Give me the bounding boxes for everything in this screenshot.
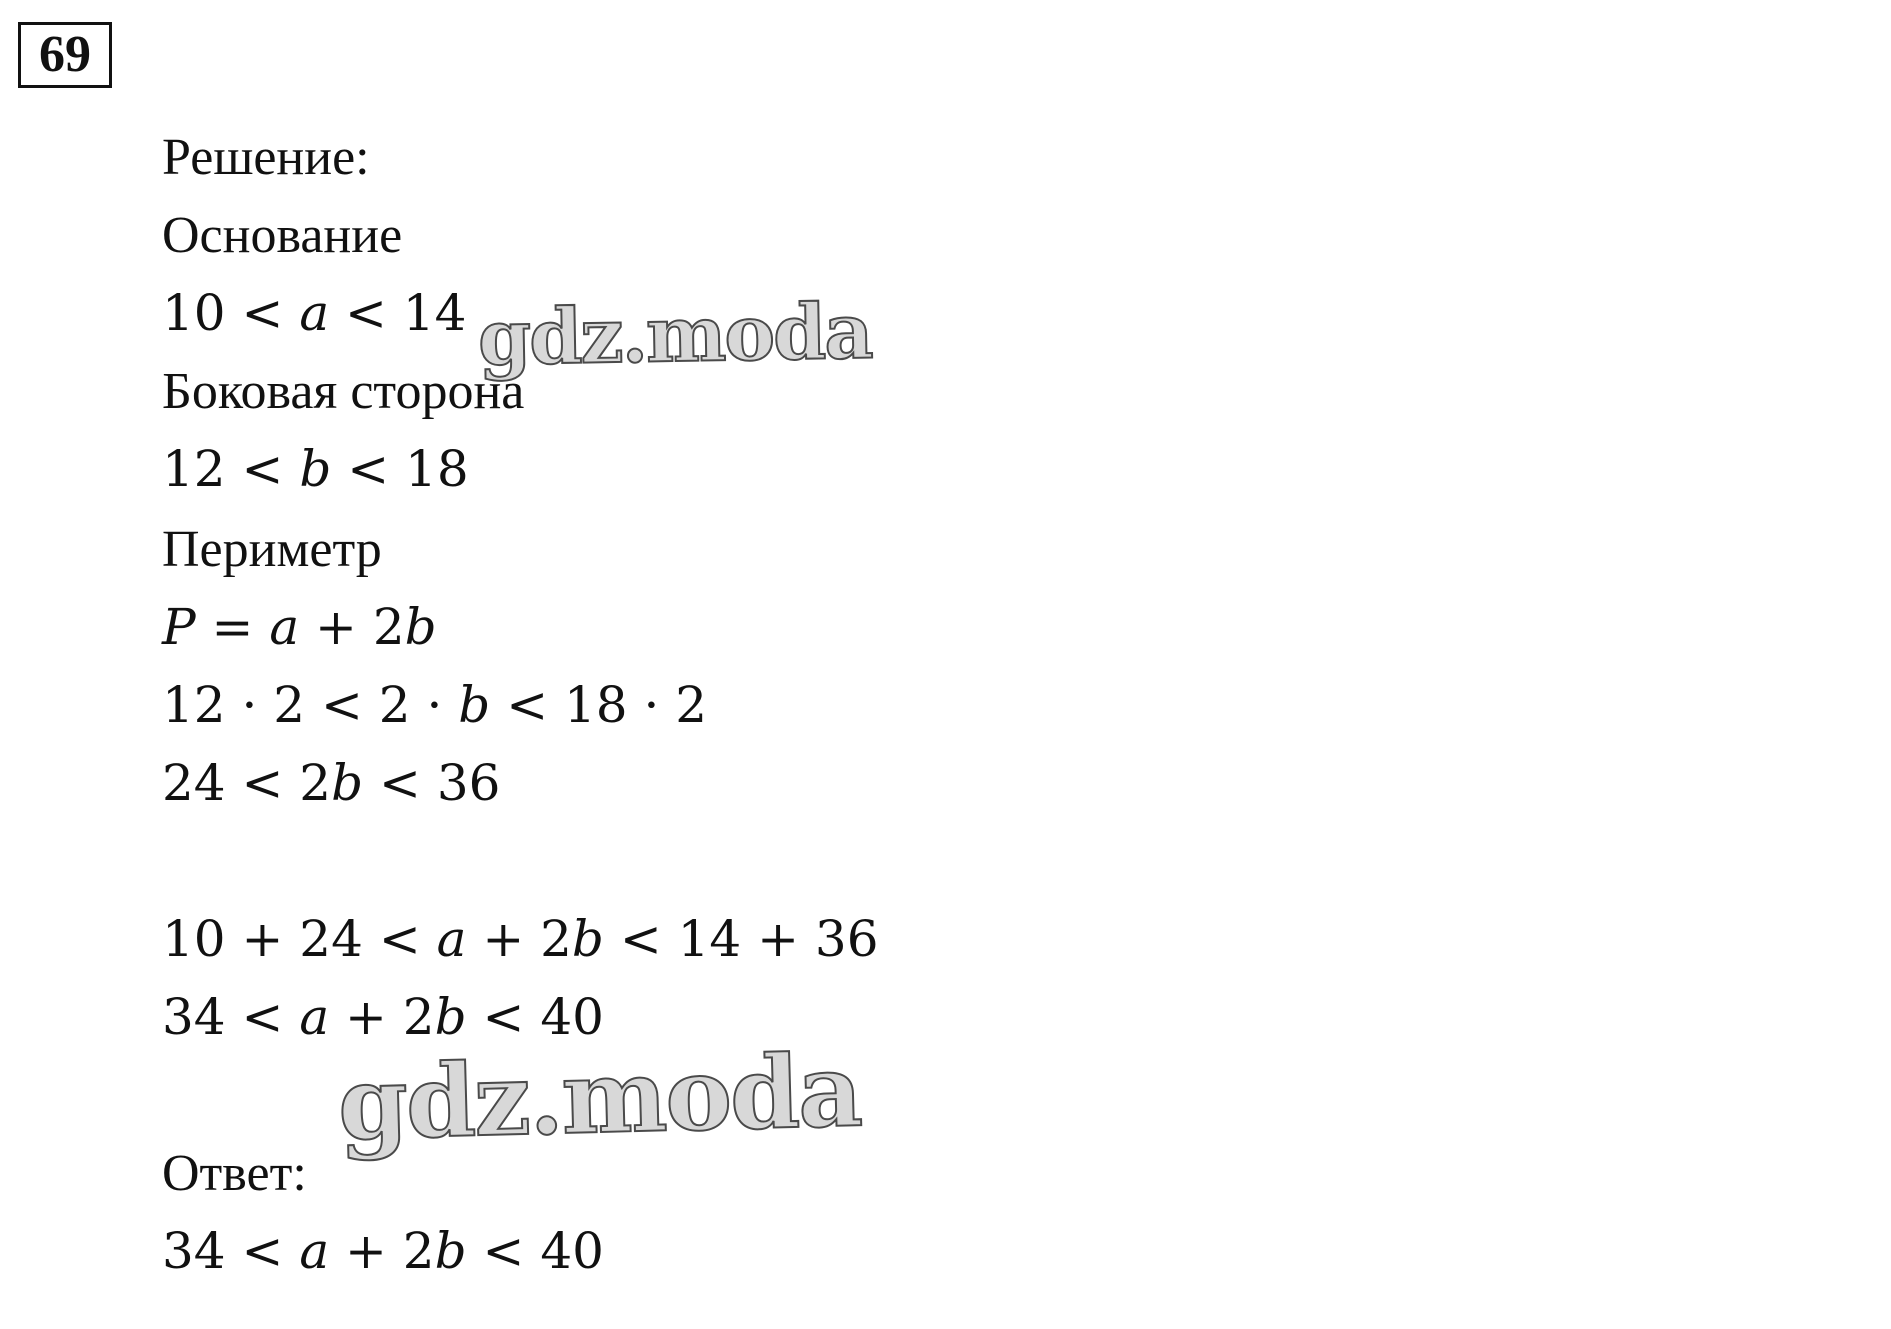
task-number: 69 bbox=[39, 26, 91, 83]
answer-inequality: 34 < a + 2b < 40 bbox=[162, 1222, 604, 1280]
solution-label: Решение: bbox=[162, 129, 370, 186]
base-label: Основание bbox=[162, 207, 403, 264]
watermark-bottom: gdz.moda bbox=[336, 1031, 863, 1163]
doubled-inequality: 12 · 2 < 2 · b < 18 · 2 bbox=[162, 676, 708, 734]
base-inequality: 10 < a < 14 bbox=[162, 284, 467, 342]
sum-inequality: 10 + 24 < a + 2b < 14 + 36 bbox=[162, 910, 879, 968]
answer-label: Ответ: bbox=[162, 1145, 307, 1202]
task-number-box bbox=[18, 22, 112, 88]
perimeter-formula: P = a + 2b bbox=[162, 598, 437, 656]
side-label: Боковая сторона bbox=[162, 363, 525, 420]
watermark-top: gdz.moda bbox=[477, 286, 873, 383]
perimeter-label: Периметр bbox=[162, 521, 382, 578]
sum-result: 34 < a + 2b < 40 bbox=[162, 988, 604, 1046]
doubled-result: 24 < 2b < 36 bbox=[162, 754, 501, 812]
side-inequality: 12 < b < 18 bbox=[162, 440, 469, 498]
